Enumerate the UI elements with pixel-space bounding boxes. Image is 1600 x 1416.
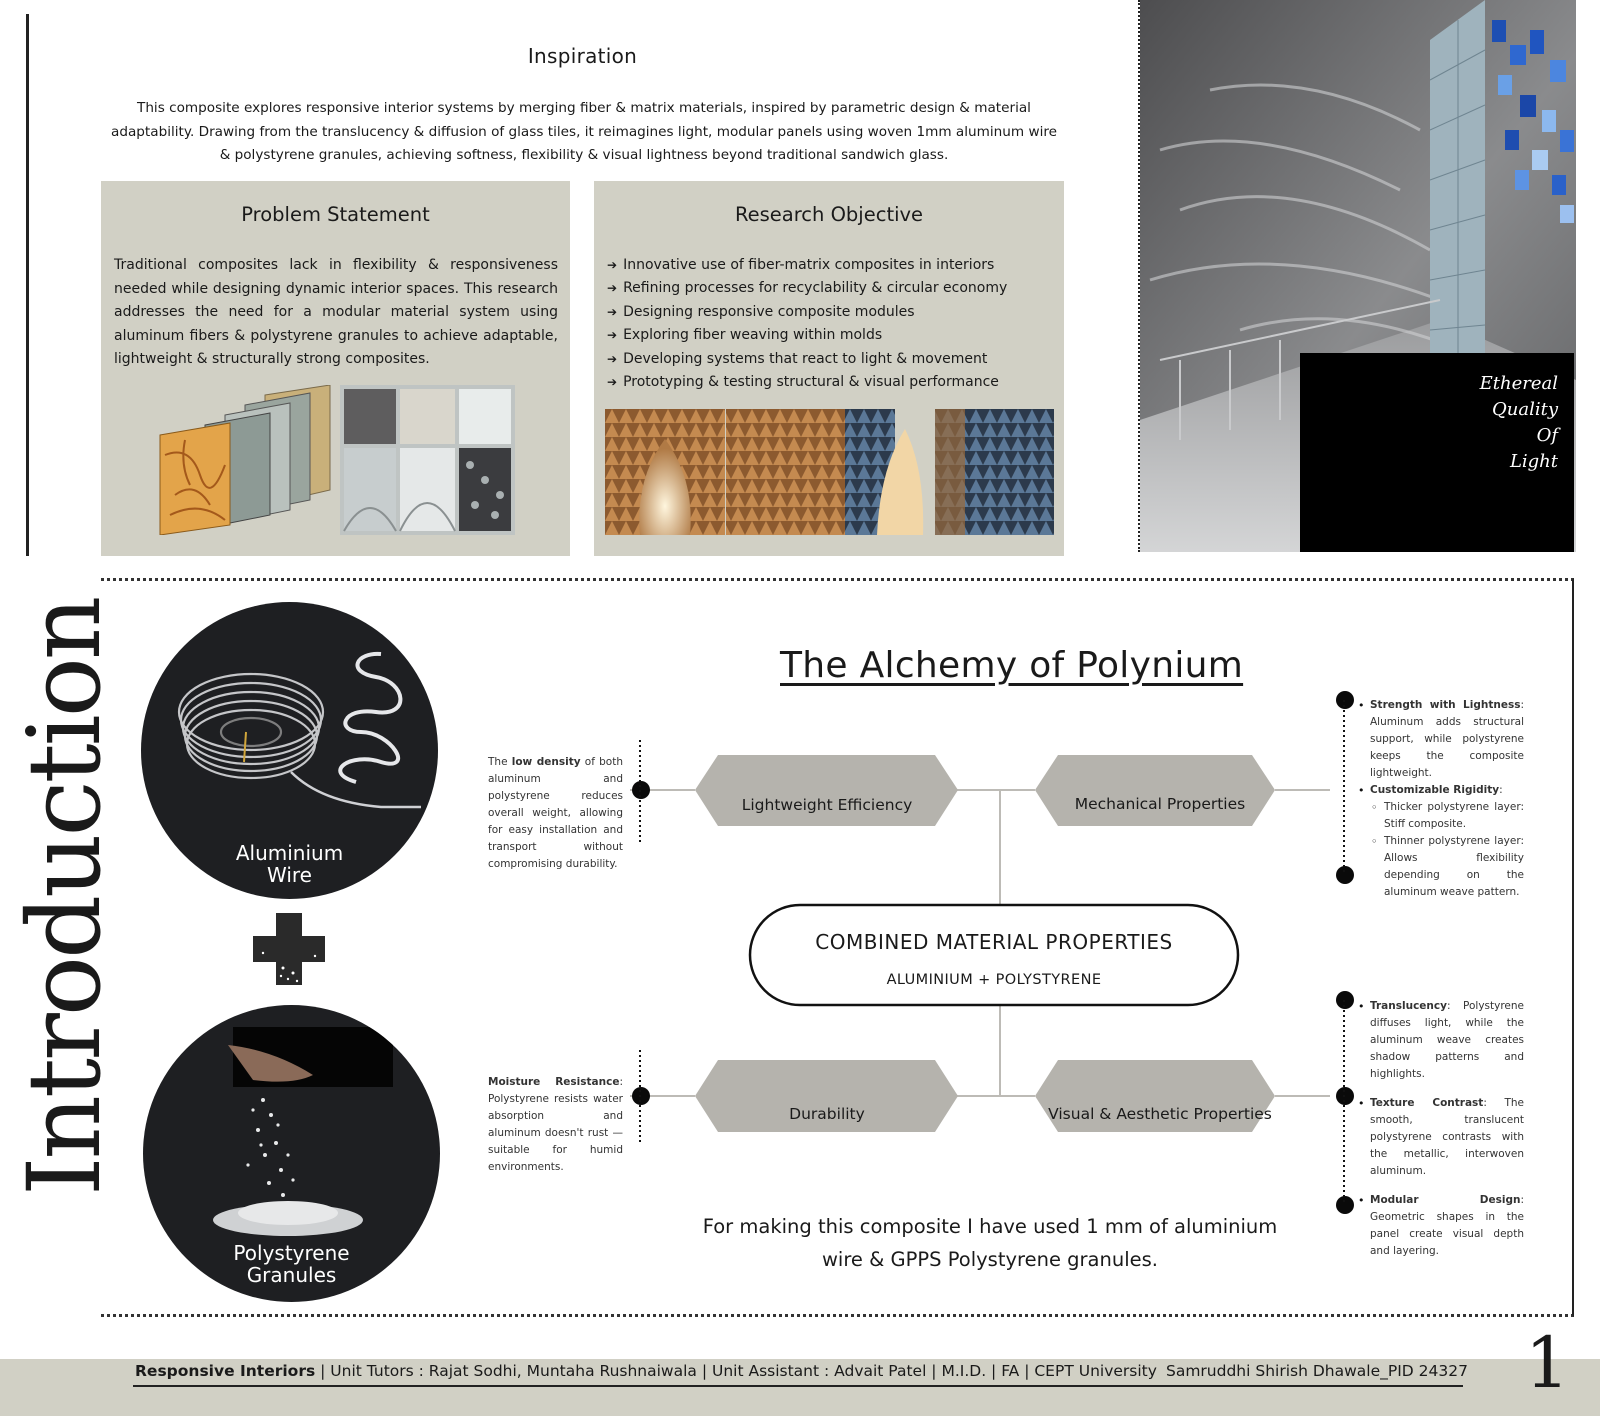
bullet-rigidity <box>1356 782 1524 799</box>
bullet-texture <box>1356 1095 1524 1180</box>
moisture-resistance-note <box>488 1074 623 1176</box>
bullet-emphasis: Customizable Rigidity <box>1370 784 1500 796</box>
bullet-modular <box>1356 1192 1524 1260</box>
objective-item: ➔ Prototyping & testing structural & visual performance <box>607 371 1054 394</box>
bullet-text: : Polystyrene diffuses light, while the aluminum weave creates shadow patterns and highlights. <box>1370 1000 1524 1080</box>
caption-line: Quality <box>1492 399 1558 420</box>
left-divider <box>26 14 29 556</box>
objective-item: ➔ Designing responsive composite modules <box>607 301 1054 324</box>
hex-lightweight <box>695 755 958 826</box>
ethereal-caption-box <box>1300 353 1574 552</box>
glass-panels-image <box>130 385 530 535</box>
objective-item: ➔ Exploring fiber weaving within molds <box>607 324 1054 347</box>
mechanical-properties-label: Mechanical Properties <box>1074 795 1246 813</box>
bullet-thinner: ◦ Thinner polystyrene layer: Allows flexibility depending on the aluminum weave pattern. <box>1356 833 1524 901</box>
lightweight-efficiency-label: Lightweight Efficiency <box>741 796 913 814</box>
mechanical-properties-bullets <box>1356 697 1524 901</box>
research-objective-title: Research Objective <box>734 203 924 226</box>
note-text: The <box>488 756 512 768</box>
bullet-text: : Geometric shapes in the panel create visual depth and layering. <box>1370 1194 1524 1257</box>
introduction-heading: Introduction <box>6 598 123 1196</box>
bullet-emphasis: Texture Contrast <box>1370 1097 1484 1109</box>
alchemy-title: The Alchemy of Polynium <box>780 645 1244 686</box>
parametric-interiors-image <box>605 409 1054 535</box>
footer-author: Samruddhi Shirish Dhawale_PID 24327 <box>1166 1362 1468 1380</box>
caption-line: Ethereal <box>1479 373 1558 394</box>
note-text: of both aluminum and polystyrene reduces overall weight, allowing for easy installation and transport without compromising durability. <box>488 756 623 870</box>
composite-making-note: For making this composite I have used 1 mm of aluminium wire & GPPS Polystyrene granules. <box>702 1215 1278 1271</box>
inspiration-body: This composite explores responsive interior systems by merging fiber & matrix materials, inspired by parametric design & material adaptability. Drawing from the translucency & diffusion of glass tiles, it reimagines light, modular panels using woven 1mm aluminum wire & polystyrene granules, achieving softness, flexibility & visual lightness beyond traditional sandwich glass. <box>111 100 1057 163</box>
caption-line: Light <box>1509 451 1558 472</box>
layered-glass-sheets <box>160 385 330 535</box>
objective-item: ➔ Innovative use of fiber-matrix composites in interiors <box>607 254 1054 277</box>
page-number: 1 <box>1525 1322 1570 1404</box>
footer-underline <box>133 1385 1463 1387</box>
visual-properties-bullets <box>1356 998 1524 1260</box>
note-emphasis: Moisture Resistance <box>488 1076 620 1088</box>
ethereal-caption <box>1458 371 1558 475</box>
footer-course: Responsive Interiors <box>135 1362 316 1380</box>
caption-line: Of <box>1536 425 1558 446</box>
bullet-emphasis: Translucency <box>1370 1000 1447 1012</box>
bullet-text: : The smooth, translucent polystyrene contrasts with the metallic, interwoven aluminum. <box>1370 1097 1524 1177</box>
note-emphasis: low density <box>511 756 581 768</box>
footer-credits <box>135 1362 1157 1380</box>
bullet-translucency <box>1356 998 1524 1083</box>
research-objective-list <box>607 254 1054 394</box>
low-density-note <box>488 754 623 873</box>
combined-properties-subtitle: ALUMINIUM + POLYSTYRENE <box>886 972 1102 988</box>
aluminium-wire-label: Aluminium Wire <box>235 841 344 887</box>
aluminium-wire-circle <box>141 602 438 899</box>
bullet-emphasis: Modular Design <box>1370 1194 1521 1206</box>
bullet-emphasis: Strength with Lightness <box>1370 699 1521 711</box>
combined-properties-pill <box>750 905 1238 1005</box>
footer-details: | Unit Tutors : Rajat Sodhi, Muntaha Rushnaiwala | Unit Assistant : Advait Patel | M.I.D. | FA | CEPT University <box>315 1362 1157 1380</box>
durability-label: Durability <box>789 1105 865 1123</box>
note-text: : Polystyrene resists water absorption and aluminum doesn't rust — suitable for humid environments. <box>488 1076 623 1173</box>
objective-item: ➔ Developing systems that react to light & movement <box>607 348 1054 371</box>
bullet-strength <box>1356 697 1524 782</box>
objective-item: ➔ Refining processes for recyclability & circular economy <box>607 277 1054 300</box>
bullet-thicker: ◦ Thicker polystyrene layer: Stiff composite. <box>1356 799 1524 833</box>
patterned-glass-grid <box>340 385 515 535</box>
bullet-text: : <box>1499 784 1503 796</box>
polystyrene-granules-circle <box>143 1005 440 1302</box>
hex-mechanical <box>1035 755 1275 826</box>
plus-icon <box>253 913 325 985</box>
bullet-text: : Aluminum adds structural support, while polystyrene keeps the composite lightweight. <box>1370 699 1524 779</box>
inspiration-title: Inspiration <box>527 44 638 68</box>
problem-statement-title: Problem Statement <box>241 203 430 226</box>
combined-properties-title: COMBINED MATERIAL PROPERTIES <box>815 930 1173 954</box>
visual-aesthetic-label: Visual & Aesthetic Properties <box>1048 1105 1272 1123</box>
polystyrene-granules-label: Polystyrene Granules <box>233 1241 350 1287</box>
problem-statement-body: Traditional composites lack in flexibility & responsiveness needed while designing dynamic interior spaces. This research addresses the need for a modular material system using aluminum fibers & polystyrene granules to achieve adaptable, lightweight & structurally strong composites. <box>114 257 558 367</box>
